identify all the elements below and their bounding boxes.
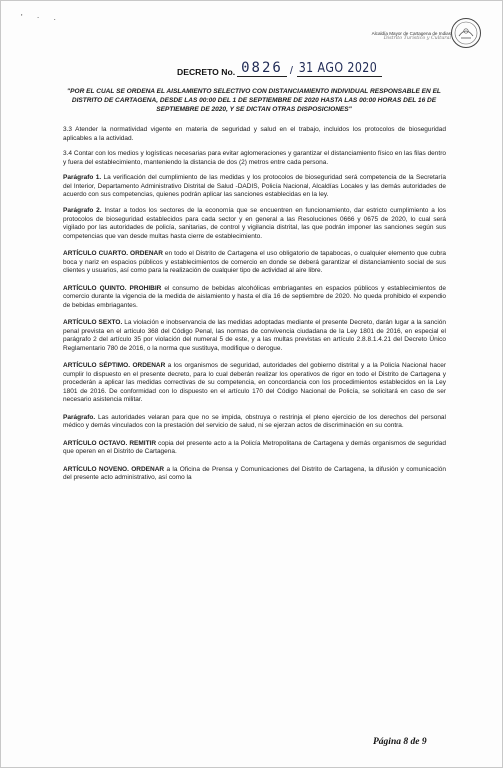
paragrafo-1: Parágrafo 1. La verificación del cumplimiento de las medidas y los protocolos de bioseguridad será competencia de la Secretaría del Interior, Departamento Administrativo Distrital de Salud -DADIS, Policía Nacional, Alcaldías Locales y las demás autoridades de acuerdo con sus competencias, quienes podrán aplicar las sanciones establecidas en la ley. [63, 174, 446, 199]
articulo-cuarto: ARTÍCULO CUARTO. ORDENAR en todo el Distrito de Cartagena el uso obligatorio de tapabocas, o cualquier elemento que cubra boca y nariz en espacios públicos y establecimientos de comercio en donde se deberá garantizar el distanciamiento social de sus clientes y usuarios, así como para la realización de cualquier tipo de actividad al aire libre. [63, 250, 446, 275]
articulo-octavo: ARTÍCULO OCTAVO. REMITIR copia del presente acto a la Policía Metropolitana de Cartagena y demás organismos de seguridad que operen en el Distrito de Cartagena. [63, 439, 446, 456]
articulo-noveno: ARTÍCULO NOVENO. ORDENAR a la Oficina de Prensa y Comunicaciones del Distrito de Cartagena, la difusión y comunicación del presente acto administrativo, así como la [63, 465, 446, 482]
institution-logo-text [369, 31, 451, 42]
page-number: Página 8 de 9 [373, 737, 427, 747]
decree-body [63, 126, 446, 490]
logo-line-2: Distrito Turístico y Cultural [383, 36, 451, 42]
decree-number: 0826 [237, 60, 287, 77]
decree-heading [177, 53, 397, 77]
articulo-quinto: ARTÍCULO QUINTO. PROHIBIR el consumo de bebidas alcohólicas embriagantes en espacios públicos y establecimientos de comercio durante la vigencia de la medida de aislamiento y hasta el día 16 de septiembre de 2020. No queda prohibido el expendio de bebidas embriagantes. [63, 284, 447, 309]
paragrafo-septimo: Parágrafo. Las autoridades velaran para que no se impida, obstruya o restrinja el pleno ejercicio de los derechos del personal médico y demás vinculados con la prestación del servicio de salud, ni se ejerzan actos de discriminación en su contra. [63, 413, 446, 430]
decree-title: "POR EL CUAL SE ORDENA EL AISLAMIENTO SELECTIVO CON DISTANCIAMIENTO INDIVIDUAL RESPONSABLE EN EL DISTRITO DE CARTAGENA, DESDE LAS 00:00 DEL 1 DE SEPTIEMBRE DE 2020 HASTA LAS 00:00 HORAS DEL 16 DE SEPTIEMBRE DE 2020, Y SE DICTAN OTRAS DISPOSICIONES" [67, 88, 441, 113]
decree-date: 31 AGO 2020 [297, 61, 382, 77]
articulo-sexto: ARTÍCULO SEXTO. La violación e inobservancia de las medidas adoptadas mediante el presente Decreto, darán lugar a la sanción penal prevista en el artículo 368 del Código Penal, las normas de convivencia ciudadana de la Ley 1801 de 2016, en especial el parágrafo 2 del artículo 35 por violación del numeral 5 de este, y a las multas previstas en artículo 2.8.8.1.4.21 del Decreto Único Reglamentario 780 de 2016, o la norma que sustituya, modifique o derogue. [63, 319, 446, 352]
logo-line-1: Alcaldía Mayor de Cartagena de Indias [371, 31, 451, 36]
articulo-septimo: ARTÍCULO SÉPTIMO. ORDENAR a los organismos de seguridad, autoridades del gobierno distrital y a la Policía Nacional hacer cumplir lo dispuesto en el presente decreto, para lo cual deberán realizar los operativos de rigor en todo el Distrito de Cartagena y procederán a aplicar las medidas correctivas de su competencia, en concordancia con los procedimientos establecidos en la Ley 1801 de 2016. De conformidad con lo dispuesto en el artículo 170 del Código Nacional de Policía, se solicitará en caso de ser necesario asistencia militar. [63, 362, 446, 404]
corner-marks: ' · . [21, 13, 62, 22]
paragrafo-2: Parágrafo 2. Instar a todos los sectores de la economía que se encuentren en funcionamiento, dar estricto cumplimiento a los protocolos de bioseguridad establecidos para cada sector y en general a las Resoluciones 0666 y 0675 de 2020, lo cual será vigilado por las autoridades de policía, sanitarias, de control y vigilancia distrital, las que podrán imponer las sanciones según sus competencias que van desde multas hasta cierre de establecimiento. [63, 207, 446, 240]
decree-separator: / [289, 65, 293, 77]
paragraph-3-4: 3.4 Contar con los medios y logísticas necesarias para evitar aglomeraciones y garantizar el distanciamiento físico en las filas dentro y fuera del establecimiento, manteniendo la distancia de dos (2) metros entre cada persona. [63, 150, 446, 166]
paragraph-3-3: 3.3 Atender la normatividad vigente en materia de seguridad y salud en el trabajo, incluidos los protocolos de bioseguridad aplicables a la actividad. [63, 126, 446, 142]
city-seal-icon [450, 17, 482, 49]
decree-label: DECRETO No. [177, 67, 236, 77]
